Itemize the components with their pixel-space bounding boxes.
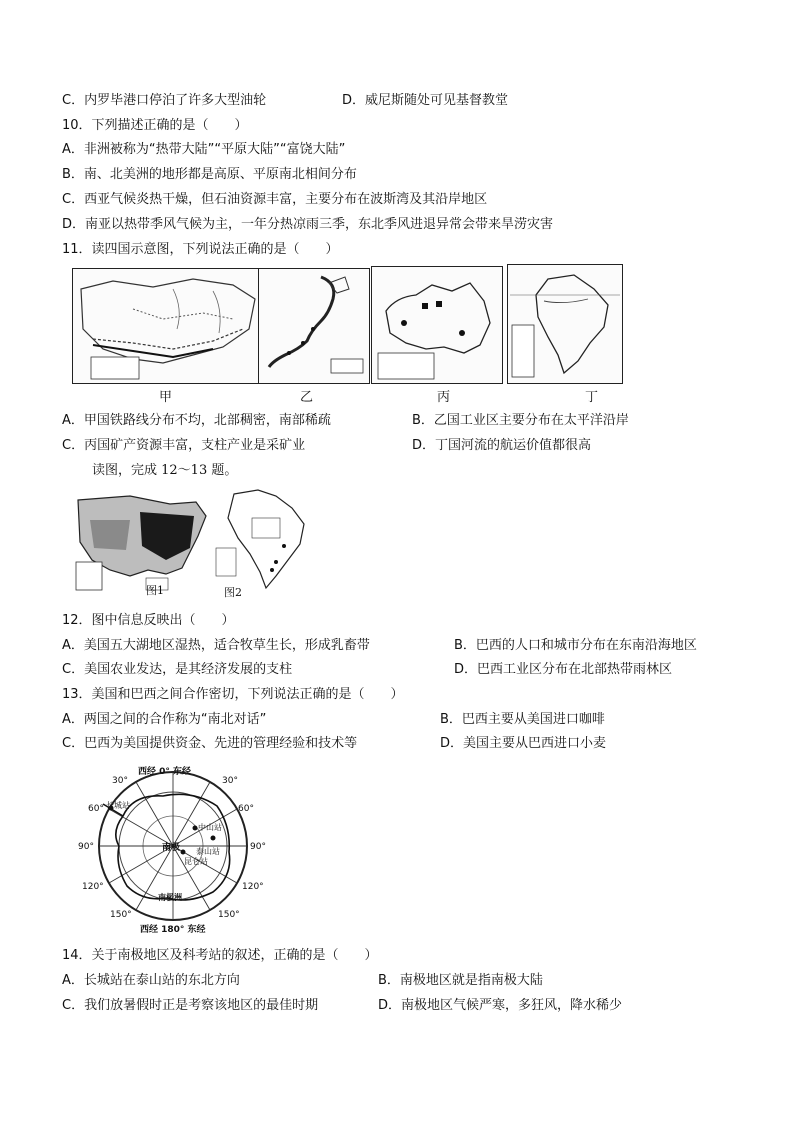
- fig2-label: 图2: [224, 586, 242, 599]
- map-label-ding: 丁: [585, 390, 599, 405]
- map-ding: [507, 264, 623, 384]
- q12-option-a: A．美国五大湖地区湿热，适合牧草生长，形成乳畜带: [62, 638, 370, 653]
- fig1-label: 图1: [146, 584, 164, 597]
- q13-option-a: A．两国之间的合作称为“南北对话”: [62, 712, 267, 727]
- intro-12-13: 读图，完成 12～13 题。: [92, 463, 238, 478]
- map-ding-drawing: [508, 265, 622, 383]
- map-bing-drawing: [372, 267, 502, 383]
- q11-option-b: B．乙国工业区主要分布在太平洋沿岸: [412, 413, 629, 428]
- antarctic-map: [78, 760, 268, 938]
- q14-option-d: D．南极地区气候严寒，多狂风，降水稀少: [378, 998, 623, 1013]
- station-zhongshan: 中山站: [198, 823, 222, 832]
- polar-lon-30r: 30°: [222, 776, 238, 786]
- map-yi-drawing: [259, 269, 369, 383]
- map-label-jia: 甲: [159, 390, 173, 405]
- q11-stem: 11．读四国示意图，下列说法正确的是（ ）: [62, 242, 339, 257]
- q12-option-c: C．美国农业发达，是其经济发展的支柱: [62, 662, 293, 677]
- q10-option-a: A．非洲被称为“热带大陆”“平原大陆”“富饶大陆”: [62, 142, 346, 157]
- q12-stem: 12．图中信息反映出（ ）: [62, 613, 235, 628]
- station-kunlun: 昆仑站: [184, 857, 208, 866]
- polar-label-bottom: 西经 180° 东经: [140, 925, 206, 935]
- polar-lon-150r: 150°: [218, 910, 240, 920]
- q11-option-a: A．甲国铁路线分布不均，北部稠密，南部稀疏: [62, 413, 331, 428]
- map-label-bing: 丙: [437, 390, 451, 405]
- q11-option-c: C．丙国矿产资源丰富，支柱产业是采矿业: [62, 438, 306, 453]
- q14-stem: 14．关于南极地区及科考站的叙述，正确的是（ ）: [62, 948, 378, 963]
- q12-option-d: D．巴西工业区分布在北部热带雨林区: [454, 662, 673, 677]
- q10-option-c: C．西亚气候炎热干燥，但石油资源丰富，主要分布在波斯湾及其沿岸地区: [62, 192, 488, 207]
- station-taishan: 泰山站: [196, 847, 220, 856]
- q13-option-b: B．巴西主要从美国进口咖啡: [440, 712, 605, 727]
- q9-option-d: D．威尼斯随处可见基督教堂: [342, 93, 509, 108]
- us-map-drawing: [70, 490, 210, 594]
- brazil-map-drawing: [214, 484, 312, 592]
- q13-option-d: D．美国主要从巴西进口小麦: [440, 736, 607, 751]
- q13-stem: 13．美国和巴西之间合作密切，下列说法正确的是（ ）: [62, 687, 404, 702]
- q13-option-c: C．巴西为美国提供资金、先进的管理经验和技术等: [62, 736, 358, 751]
- q14-option-a: A．长城站在泰山站的东北方向: [62, 973, 240, 988]
- station-changcheng: 长城站: [106, 801, 130, 810]
- polar-lon-60l: 60°: [88, 804, 104, 814]
- q9-option-c: C．内罗毕港口停泊了许多大型油轮: [62, 93, 267, 108]
- map-jia: [72, 268, 260, 384]
- q10-option-d: D．南亚以热带季风气候为主，一年分热凉雨三季，东北季风进退异常会带来旱涝灾害: [62, 217, 554, 232]
- us-map: [70, 490, 210, 594]
- polar-lon-150l: 150°: [110, 910, 132, 920]
- map-bing: [371, 266, 503, 384]
- map-yi: [258, 268, 370, 384]
- polar-continent-label: 南极洲: [158, 893, 182, 902]
- q14-option-b: B．南极地区就是指南极大陆: [378, 973, 543, 988]
- brazil-map: [214, 484, 312, 592]
- q14-option-c: C．我们放暑假时正是考察该地区的最佳时期: [62, 998, 319, 1013]
- map-label-yi: 乙: [300, 390, 314, 405]
- polar-lon-120r: 120°: [242, 882, 264, 892]
- q12-option-b: B．巴西的人口和城市分布在东南沿海地区: [454, 638, 697, 653]
- polar-lon-120l: 120°: [82, 882, 104, 892]
- polar-lon-90r: 90°: [250, 842, 266, 852]
- q10-option-b: B．南、北美洲的地形都是高原、平原南北相间分布: [62, 167, 357, 182]
- q10-stem: 10．下列描述正确的是（ ）: [62, 118, 248, 133]
- map-jia-drawing: [73, 269, 259, 383]
- polar-pole-label: 南极: [162, 843, 181, 853]
- polar-lon-90l: 90°: [78, 842, 94, 852]
- polar-label-top: 西经 0° 东经: [138, 767, 192, 777]
- q11-option-d: D．丁国河流的航运价值都很高: [412, 438, 592, 453]
- polar-lon-60r: 60°: [238, 804, 254, 814]
- polar-lon-30l: 30°: [112, 776, 128, 786]
